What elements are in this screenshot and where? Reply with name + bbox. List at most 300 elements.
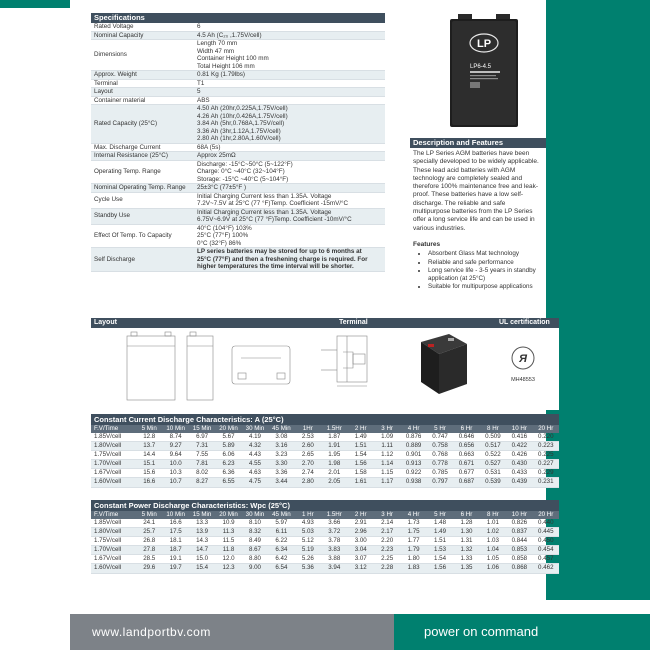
- description-title: Description and Features: [410, 138, 546, 148]
- table-cell: 1.67V/cell: [91, 469, 136, 478]
- footer-tagline: power on command: [424, 624, 539, 639]
- terminal-heading: Terminal: [339, 319, 368, 326]
- table-cell: 8.32: [242, 528, 268, 537]
- table-cell: 1.28: [453, 519, 479, 528]
- spec-row: [91, 248, 385, 272]
- table-cell: 1.79: [400, 546, 426, 555]
- table-cell: 14.4: [136, 451, 162, 460]
- column-header: 3 Hr: [374, 425, 400, 433]
- table-cell: 0.445: [533, 528, 559, 537]
- spec-label: Approx. Weight: [94, 71, 137, 78]
- column-header: 2 Hr: [348, 511, 374, 519]
- table-cell: 0.462: [533, 564, 559, 573]
- spec-value: [195, 144, 385, 152]
- table-cell: 8.49: [242, 537, 268, 546]
- table-cell: 1.53: [427, 546, 453, 555]
- column-header: 15 Min: [189, 425, 215, 433]
- table-cell: 2.14: [374, 519, 400, 528]
- table-cell: 0.229: [533, 469, 559, 478]
- table-cell: 11.5: [215, 537, 241, 546]
- column-header: 8 Hr: [480, 511, 506, 519]
- table-cell: 0.758: [427, 442, 453, 451]
- spec-value: [195, 152, 385, 160]
- table-cell: 4.93: [295, 519, 321, 528]
- table-cell: 8.80: [242, 555, 268, 564]
- battery-logo: LP: [476, 38, 492, 50]
- table-cell: 1.06: [480, 564, 506, 573]
- table-cell: 6.54: [268, 564, 294, 573]
- table-cell: 29.6: [136, 564, 162, 573]
- spec-row: [91, 161, 385, 185]
- spec-value: [195, 105, 385, 143]
- table-cell: 3.83: [321, 546, 347, 555]
- table-cell: 1.09: [374, 433, 400, 442]
- table-cell: 0.938: [400, 478, 426, 487]
- spec-row: [91, 193, 385, 209]
- table-cell: 10.3: [162, 469, 188, 478]
- table-cell: 0.426: [506, 451, 532, 460]
- table-cell: 1.48: [427, 519, 453, 528]
- spec-value-line: 4.5 Ah (C₂₀ ,1.75V/cell): [197, 31, 262, 39]
- table-cell: 26.8: [136, 537, 162, 546]
- column-header: 45 Min: [268, 425, 294, 433]
- table-cell: 1.11: [374, 442, 400, 451]
- table-row: [91, 546, 559, 555]
- table-cell: 18.1: [162, 537, 188, 546]
- top-view-drawing: [232, 346, 290, 384]
- spec-label: Standby Use: [94, 212, 131, 220]
- column-header: 10 Min: [162, 425, 188, 433]
- spec-row: [91, 105, 385, 144]
- table-cell: 0.677: [453, 469, 479, 478]
- spec-value-line: Total Height 106 mm: [197, 62, 255, 70]
- table-row: [91, 469, 559, 478]
- description-panel: [410, 138, 546, 292]
- table-cell: 1.03: [480, 537, 506, 546]
- table-cell: 2.65: [295, 451, 321, 460]
- table-cell: 1.51: [427, 537, 453, 546]
- table-cell: 1.02: [480, 528, 506, 537]
- spec-row: [91, 152, 385, 161]
- column-header: 4 Hr: [400, 511, 426, 519]
- table-cell: 25.7: [136, 528, 162, 537]
- layout-heading: Layout: [94, 319, 117, 326]
- column-header: 20 Min: [215, 511, 241, 519]
- table-cell: 12.3: [215, 564, 241, 573]
- table-cell: 16.6: [136, 478, 162, 487]
- spec-row: [91, 97, 385, 106]
- table-cell: 8.10: [242, 519, 268, 528]
- table-cell: 1.70V/cell: [91, 460, 136, 469]
- spec-label: Nominal Capacity: [94, 31, 144, 39]
- battery-small-photo: [421, 334, 467, 394]
- table-cell: 1.56: [427, 564, 453, 573]
- table-cell: 15.4: [189, 564, 215, 573]
- table-cell: 0.826: [506, 519, 532, 528]
- feature-item: • Long service life - 3-5 years in standby application (at 25°C): [428, 267, 546, 282]
- table-cell: 0.844: [506, 537, 532, 546]
- table-cell: 12.8: [136, 433, 162, 442]
- table-cell: 2.17: [374, 528, 400, 537]
- column-header: 1.5Hr: [321, 511, 347, 519]
- spec-value: [195, 97, 385, 105]
- spec-label: Effect Of Temp. To Capacity: [94, 232, 172, 239]
- spec-value-line: 25±3°C (77±5°F ): [197, 184, 247, 191]
- table-row: [91, 528, 559, 537]
- spec-label: Layout: [94, 88, 113, 95]
- spec-label: Rated Capacity (25°C): [94, 120, 158, 127]
- table-cell: 3.00: [348, 537, 374, 546]
- table-cell: 0.837: [506, 528, 532, 537]
- table-cell: 1.85V/cell: [91, 519, 136, 528]
- table-cell: 5.03: [295, 528, 321, 537]
- spec-value-line: 4.26 Ah (10hr,0.426A,1.75V/cell): [197, 112, 288, 120]
- table-cell: 5.97: [268, 519, 294, 528]
- column-header: F.V/Time: [91, 511, 136, 519]
- table-cell: 2.23: [374, 546, 400, 555]
- table-cell: 1.80: [400, 555, 426, 564]
- table-cell: 2.05: [321, 478, 347, 487]
- spec-value-line: 25°C (77°F) and then a freshening charge is required. For: [197, 255, 368, 263]
- column-header: 20 Hr: [533, 511, 559, 519]
- column-header: 6 Hr: [453, 511, 479, 519]
- table-cell: 1.32: [453, 546, 479, 555]
- table-cell: 12.0: [215, 555, 241, 564]
- table-cell: 9.64: [162, 451, 188, 460]
- layout-header: [91, 318, 559, 328]
- column-header: 20 Hr: [533, 425, 559, 433]
- table-cell: 0.646: [453, 433, 479, 442]
- table-cell: 1.01: [480, 519, 506, 528]
- column-header: 45 Min: [268, 511, 294, 519]
- table-cell: 1.60V/cell: [91, 478, 136, 487]
- table-cell: 0.797: [427, 478, 453, 487]
- ul-heading: UL certification: [499, 319, 550, 326]
- table-cell: 0.858: [506, 555, 532, 564]
- spec-value: [195, 80, 385, 88]
- spec-row: [91, 40, 385, 71]
- spec-value: [195, 225, 385, 248]
- spec-value-line: 5: [197, 88, 201, 95]
- spec-label: Rated Voltage: [94, 23, 134, 30]
- specifications-table: [91, 13, 385, 272]
- table-cell: 1.85V/cell: [91, 433, 136, 442]
- table-cell: 6.06: [215, 451, 241, 460]
- spec-value: [195, 161, 385, 184]
- column-header: 8 Hr: [480, 425, 506, 433]
- table-cell: 6.97: [189, 433, 215, 442]
- features-list: [410, 250, 546, 291]
- table-cell: 7.55: [189, 451, 215, 460]
- spec-label: Internal Resistance (25°C): [94, 152, 168, 159]
- power-table-title: Constant Power Discharge Characteristics: Wpc (25°C): [91, 500, 559, 511]
- table-cell: 4.63: [242, 469, 268, 478]
- column-header: 1Hr: [295, 425, 321, 433]
- table-cell: 0.922: [400, 469, 426, 478]
- table-cell: 6.42: [268, 555, 294, 564]
- table-row: [91, 555, 559, 564]
- spec-value-line: Discharge: -15°C~50°C (5~122°F): [197, 160, 293, 168]
- table-cell: 13.7: [136, 442, 162, 451]
- battery-photo: [444, 10, 524, 130]
- current-discharge-table: [91, 414, 559, 488]
- table-cell: 0.223: [533, 442, 559, 451]
- table-cell: 15.1: [136, 460, 162, 469]
- spec-value-line: 25°C (77°F) 100%: [197, 232, 249, 239]
- spec-row: [91, 144, 385, 153]
- table-cell: 1.67V/cell: [91, 555, 136, 564]
- table-cell: 3.30: [268, 460, 294, 469]
- column-header: 2 Hr: [348, 425, 374, 433]
- table-cell: 0.747: [427, 433, 453, 442]
- table-row: [91, 478, 559, 487]
- right-accent-band: [546, 0, 650, 600]
- table-cell: 10.9: [215, 519, 241, 528]
- table-cell: 1.75V/cell: [91, 451, 136, 460]
- spec-value-line: Initial Charging Current less than 1.35A. Voltage: [197, 192, 332, 200]
- table-cell: 6.11: [268, 528, 294, 537]
- table-cell: 6.34: [268, 546, 294, 555]
- table-cell: 0.430: [506, 460, 532, 469]
- spec-row: [91, 23, 385, 32]
- table-cell: 14.7: [189, 546, 215, 555]
- table-cell: 3.36: [268, 469, 294, 478]
- table-cell: 0.416: [506, 433, 532, 442]
- table-cell: 19.7: [162, 564, 188, 573]
- table-cell: 2.70: [295, 460, 321, 469]
- table-cell: 2.60: [295, 442, 321, 451]
- column-header: 5 Min: [136, 511, 162, 519]
- table-cell: 0.539: [480, 478, 506, 487]
- table-cell: 1.49: [427, 528, 453, 537]
- table-cell: 1.17: [374, 478, 400, 487]
- table-cell: 3.72: [321, 528, 347, 537]
- layout-drawing: [127, 332, 213, 400]
- table-cell: 1.60V/cell: [91, 564, 136, 573]
- table-cell: 1.73: [400, 519, 426, 528]
- table-cell: 13.3: [189, 519, 215, 528]
- table-cell: 3.07: [348, 555, 374, 564]
- table-cell: 1.14: [374, 460, 400, 469]
- table-cell: 8.02: [189, 469, 215, 478]
- battery-model: LP6-4.5: [470, 64, 492, 70]
- table-cell: 5.36: [295, 564, 321, 573]
- table-cell: 10.7: [162, 478, 188, 487]
- top-accent-strip: [0, 0, 70, 8]
- table-cell: 1.56: [348, 460, 374, 469]
- spec-value-line: 40°C (104°F) 103%: [197, 224, 252, 232]
- spec-value-line: 7.2V~7.5V at 25°C (77 °F)Temp. Coefficient -15mV/°C: [197, 200, 349, 207]
- spec-label: Terminal: [94, 79, 118, 87]
- table-row: [91, 564, 559, 573]
- table-cell: 2.80: [295, 478, 321, 487]
- table-cell: 3.08: [268, 433, 294, 442]
- table-cell: 3.04: [348, 546, 374, 555]
- table-cell: 1.15: [374, 469, 400, 478]
- table-cell: 1.54: [427, 555, 453, 564]
- table-cell: 1.95: [321, 451, 347, 460]
- table-cell: 7.31: [189, 442, 215, 451]
- spec-value-line: 0°C (32°F) 86%: [197, 239, 242, 247]
- table-cell: 1.35: [453, 564, 479, 573]
- table-row: [91, 433, 559, 442]
- spec-row: [91, 80, 385, 89]
- table-cell: 0.868: [506, 564, 532, 573]
- table-cell: 7.81: [189, 460, 215, 469]
- table-cell: 9.27: [162, 442, 188, 451]
- table-cell: 0.422: [506, 442, 532, 451]
- column-header: 20 Min: [215, 425, 241, 433]
- table-cell: 14.3: [189, 537, 215, 546]
- spec-label: Operating Temp. Range: [94, 168, 161, 175]
- table-cell: 0.785: [427, 469, 453, 478]
- column-header: 10 Min: [162, 511, 188, 519]
- table-cell: 5.89: [215, 442, 241, 451]
- table-cell: 0.656: [453, 442, 479, 451]
- table-cell: 1.49: [348, 433, 374, 442]
- spec-row: [91, 225, 385, 249]
- table-cell: 24.1: [136, 519, 162, 528]
- column-header: 10 Hr: [506, 425, 532, 433]
- table-row: [91, 460, 559, 469]
- column-header: 30 Min: [242, 511, 268, 519]
- spec-row: [91, 88, 385, 97]
- column-header: 30 Min: [242, 425, 268, 433]
- table-cell: 0.527: [480, 460, 506, 469]
- spec-value-line: Initial Charging Current less than 1.35A. Voltage: [197, 208, 332, 216]
- spec-value-line: Container Height 100 mm: [197, 55, 269, 62]
- table-cell: 19.1: [162, 555, 188, 564]
- table-cell: 0.901: [400, 451, 426, 460]
- spec-value-line: 6.75V~6.9V at 25°C (77 °F)Temp. Coefficient -10mV/°C: [197, 216, 352, 223]
- table-cell: 8.74: [162, 433, 188, 442]
- column-header: F.V/Time: [91, 425, 136, 433]
- table-cell: 2.28: [374, 564, 400, 573]
- spec-value-line: 4.50 Ah (20hr,0.225A,1.75V/cell): [197, 105, 288, 112]
- table-cell: 0.439: [506, 478, 532, 487]
- table-cell: 0.450: [533, 537, 559, 546]
- table-cell: 2.96: [348, 528, 374, 537]
- features-title: Features: [413, 240, 441, 248]
- feature-item: • Reliable and safe performance: [428, 259, 546, 267]
- table-cell: 11.3: [215, 528, 241, 537]
- spec-value: [195, 184, 385, 192]
- spec-value: [195, 32, 385, 40]
- spec-label: Nominal Operating Temp. Range: [94, 184, 186, 191]
- ul-code: MH48553: [511, 377, 535, 383]
- spec-value: [195, 88, 385, 96]
- table-cell: 0.227: [533, 460, 559, 469]
- table-cell: 1.33: [453, 555, 479, 564]
- ul-certification-icon: [511, 347, 535, 383]
- column-header: 5 Hr: [427, 511, 453, 519]
- table-cell: 3.23: [268, 451, 294, 460]
- table-cell: 5.26: [295, 555, 321, 564]
- spec-value-line: 3.36 Ah (3hr,1.12A,1.75V/cell): [197, 127, 281, 135]
- table-row: [91, 537, 559, 546]
- footer-url[interactable]: www.landportbv.com: [92, 625, 211, 639]
- power-discharge-table: [91, 500, 559, 574]
- column-header: 6 Hr: [453, 425, 479, 433]
- table-row: [91, 442, 559, 451]
- feature-item: • Suitable for multipurpose applications: [428, 283, 546, 291]
- table-cell: 0.457: [533, 555, 559, 564]
- table-cell: 0.913: [400, 460, 426, 469]
- table-cell: 3.66: [321, 519, 347, 528]
- spec-value-line: Approx 25mΩ: [197, 152, 236, 159]
- table-cell: 0.225: [533, 451, 559, 460]
- table-cell: 11.8: [215, 546, 241, 555]
- table-cell: 0.522: [480, 451, 506, 460]
- spec-label: Max. Discharge Current: [94, 143, 161, 151]
- column-header: 5 Min: [136, 425, 162, 433]
- table-cell: 0.231: [533, 478, 559, 487]
- spec-value: [195, 40, 385, 70]
- spec-value-line: higher temperatures the time interval will be shorter.: [197, 263, 354, 270]
- table-cell: 0.853: [506, 546, 532, 555]
- table-cell: 8.27: [189, 478, 215, 487]
- spec-label: Self Discharge: [94, 255, 135, 263]
- table-cell: 0.433: [506, 469, 532, 478]
- column-header: 1.5Hr: [321, 425, 347, 433]
- table-cell: 1.75: [400, 528, 426, 537]
- table-cell: 10.0: [162, 460, 188, 469]
- spec-label: Container material: [94, 96, 146, 104]
- spec-value-line: T1: [197, 79, 205, 87]
- table-cell: 2.74: [295, 469, 321, 478]
- svg-text:Я: Я: [518, 353, 528, 365]
- table-cell: 9.00: [242, 564, 268, 573]
- spec-row: [91, 209, 385, 225]
- description-text: The LP Series AGM batteries have been specially developed to be widely applicable. These lead acid batteries with AGM technology are completely sealed and therefore 100% maintenance free and leak-proof. These batteries have a low self-discharge. The reliable and safe multipurpose batteries from the LP Series offer a long service life and can be used in various industries.: [413, 150, 539, 232]
- spec-row: [91, 71, 385, 80]
- spec-value-line: Width 47 mm: [197, 47, 235, 55]
- table-cell: 1.54: [348, 451, 374, 460]
- table-cell: 28.5: [136, 555, 162, 564]
- spec-value-line: ABS: [197, 96, 210, 104]
- table-cell: 3.12: [348, 564, 374, 573]
- table-cell: 2.53: [295, 433, 321, 442]
- table-row: [91, 519, 559, 528]
- table-cell: 15.6: [136, 469, 162, 478]
- table-cell: 5.12: [295, 537, 321, 546]
- specifications-title: Specifications: [91, 13, 385, 23]
- spec-value-line: 2.80 Ah (1hr,2.80A,1.60V/cell): [197, 135, 281, 142]
- drawings-area: [91, 328, 559, 410]
- table-cell: 2.20: [374, 537, 400, 546]
- table-cell: 6.23: [215, 460, 241, 469]
- table-cell: 4.75: [242, 478, 268, 487]
- spec-value-line: 3.84 Ah (5hr,0.768A,1.75V/cell): [197, 120, 285, 127]
- spec-row: [91, 184, 385, 193]
- table-cell: 8.67: [242, 546, 268, 555]
- table-cell: 0.889: [400, 442, 426, 451]
- column-header: 4 Hr: [400, 425, 426, 433]
- spec-value-line: Charge: 0°C ~40°C (32~104°F): [197, 168, 285, 175]
- spec-value-line: 6: [197, 23, 201, 30]
- table-cell: 18.7: [162, 546, 188, 555]
- table-cell: 1.87: [321, 433, 347, 442]
- spec-value: [195, 209, 385, 224]
- table-cell: 17.5: [162, 528, 188, 537]
- spec-value-line: LP series batteries may be stored for up to 6 months at: [197, 248, 362, 255]
- spec-label: Cycle Use: [94, 196, 123, 204]
- table-cell: 1.04: [480, 546, 506, 555]
- table-cell: 0.876: [400, 433, 426, 442]
- table-cell: 3.78: [321, 537, 347, 546]
- spec-value-line: Length 70 mm: [197, 40, 238, 47]
- table-cell: 3.44: [268, 478, 294, 487]
